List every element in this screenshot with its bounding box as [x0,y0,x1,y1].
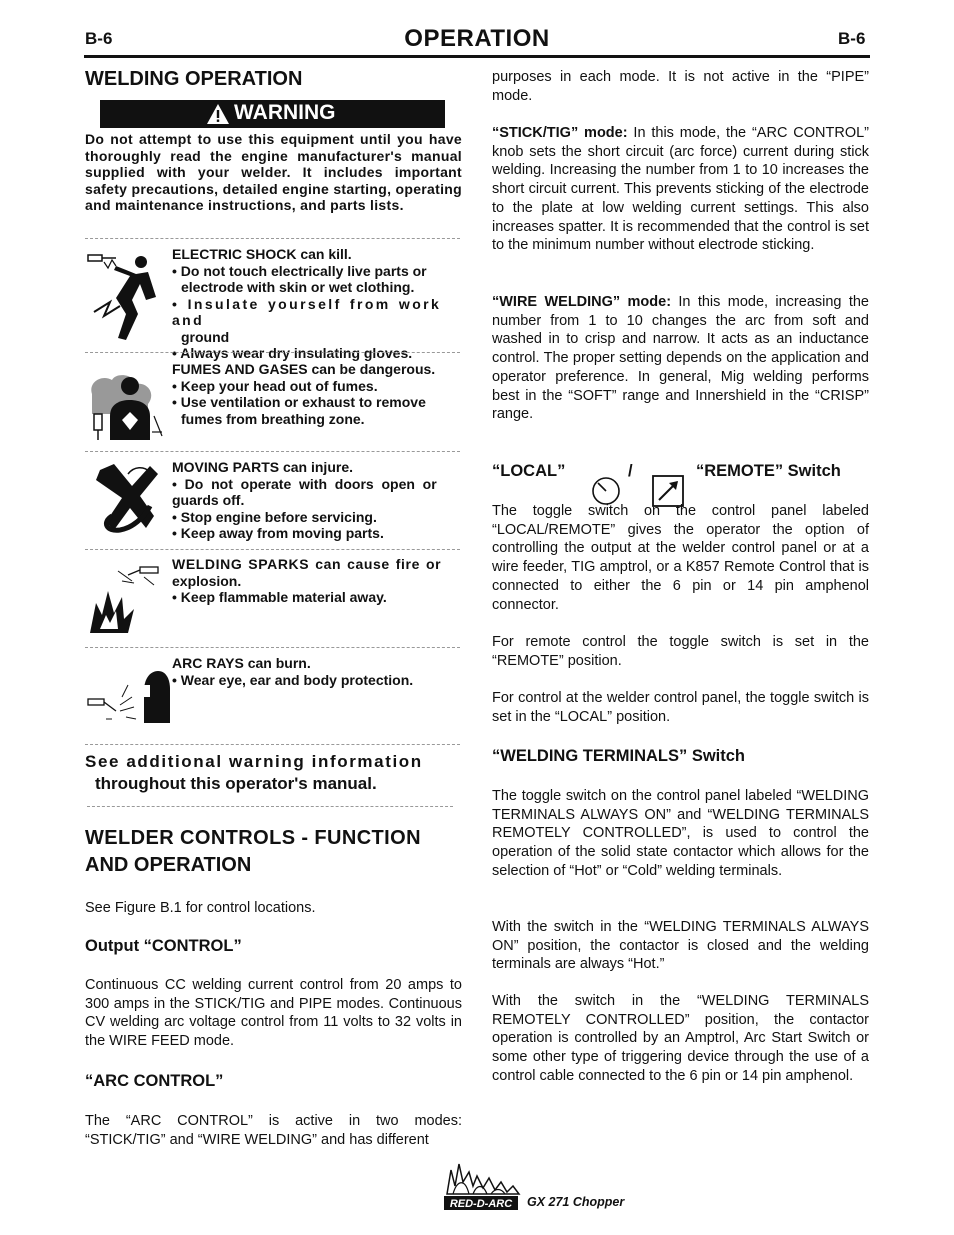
hazard-line: • Do not operate with doors open or [172,475,437,492]
divider [85,647,460,648]
divider [85,451,460,452]
hazard-arc-rays [172,655,462,688]
wire-welding-mode-label: “WIRE WELDING” mode: [492,294,672,310]
hazard-line: electrode with skin or wet clothing. [181,279,415,295]
hazard-line: fumes from breathing zone. [181,410,365,427]
arc-rays-icon [86,667,170,725]
page-number-right: B-6 [838,29,866,48]
hazard-welding-sparks [172,556,462,606]
hazard-line: • Do not touch electrically live parts or [172,262,427,279]
warning-text: Do not attempt to use this equipment until you have thoroughly read the engine manufacturer's manual supplied with your welder. It includes important safety precautions, detailed engine starting, operating and maintenance instructions, and parts lists. [85,131,462,214]
remotely-controlled-text: With the switch in the “WELDING TERMINALS REMOTELY CONTROLLED” position, the contactor operation is controlled by an Amptrol, Arc Start Switch or some other type of triggering device through the use of a control cable connected to the 6 pin or 14 pin amphenol. [492,993,869,1084]
output-control-heading: Output “CONTROL” [85,937,242,955]
hazard-title: MOVING PARTS can injure. [172,459,353,475]
heading-slash: / [628,462,633,480]
arc-control-text: The “ARC CONTROL” is active in two modes: “STICK/TIG” and “WIRE WELDING” and has different [85,1113,462,1148]
controls-heading-line-2: AND OPERATION [85,854,252,876]
electric-shock-icon [86,252,168,342]
model-name: GX 271 Chopper [527,1195,625,1209]
stick-tig-mode-text: In this mode, the “ARC CONTROL” knob sets the short circuit (arc force) current during stick welding. Increasing the number from 1 to 10 increases the short circuit current. This prevents sticking of the electrode to the plate at low welding current settings. This also increases spatter. It is recommended that the control is set to the minimum number without electrode sticking. [492,125,869,254]
divider [87,806,453,807]
hazard-title: FUMES AND GASES can be dangerous. [172,361,436,377]
hazard-line: • Keep flammable material away. [172,589,387,605]
hazard-line: • Wear eye, ear and body protection. [172,671,414,688]
hazard-title: ELECTRIC SHOCK can kill. [172,246,352,262]
wire-welding-mode-text: In this mode, increasing the number from 1 to 10 changes the arc from soft and washed in to crisp and narrow. It acts as an inductance control. The proper setting depends on the application and operator preference. In general, Mig welding performs best in the “SOFT” range and Innershield in the “CRISP” range. [492,294,869,423]
divider [85,238,460,239]
hazard-title: ARC RAYS can burn. [172,655,311,671]
local-position-text: For control at the welder control panel, the toggle switch is set in the “LOCAL” position. [492,690,869,725]
welding-operation-heading: WELDING OPERATION [85,68,303,90]
hazard-line: explosion. [172,572,242,589]
hazard-line: • Always wear dry insulating gloves. [172,345,413,361]
arc-control-continued: purposes in each mode. It is not active in the “PIPE” mode. [492,69,869,104]
remote-switch-heading: “REMOTE” Switch [696,462,841,480]
warning-triangle-icon [206,103,230,125]
hazard-moving-parts [172,459,462,542]
see-figure-text: See Figure B.1 for control locations. [85,900,316,916]
arc-control-heading: “ARC CONTROL” [85,1072,224,1090]
hazard-line: • Use ventilation or exhaust to remove [172,394,426,410]
welding-terminals-heading: “WELDING TERMINALS” Switch [492,747,745,765]
stick-tig-mode-label: “STICK/TIG” mode: [492,125,628,141]
divider [85,549,460,550]
warning-banner [100,100,445,128]
wire-welding-mode-paragraph [492,293,869,424]
logo-text: RED-D-ARC [449,1198,513,1210]
controls-heading-line-1: WELDER CONTROLS - FUNCTION [85,827,421,849]
always-on-text: With the switch in the “WELDING TERMINALS ALWAYS ON” position, the contactor is closed and the welding terminals are always “Hot.” [492,919,869,973]
divider [85,352,460,353]
welding-sparks-icon [88,563,168,635]
hazard-title: WELDING SPARKS can cause fire or [172,556,442,572]
hazard-line: • Insulate yourself from work and [172,295,442,328]
page-number-left: B-6 [85,29,113,48]
see-additional-line-2: throughout this operator's manual. [95,774,377,793]
page-title: OPERATION [404,25,550,52]
hazard-line: • Keep your head out of fumes. [172,377,378,394]
stick-tig-mode-paragraph [492,124,869,255]
fumes-gases-icon [86,374,168,442]
red-d-arc-logo [443,1160,525,1212]
welding-terminals-text: The toggle switch on the control panel labeled “WELDING TERMINALS ALWAYS ON” and “WELDING TERMINALS REMOTELY CONTROLLED”, is used to control the operation of the solid state contactor which allows for the selection of “Hot” or “Cold” welding terminals. [492,788,869,879]
local-remote-text: The toggle switch on the control panel labeled “LOCAL/REMOTE” gives the operator the option of controlling the output at the welder control panel or at a wire feeder, TIG amptrol, or a K857 Remote Control that is connected to either the 6 pin or 14 pin amphenol connector. [492,503,869,613]
remote-position-text: For remote control the toggle switch is set in the “REMOTE” position. [492,634,869,669]
hazard-line: • Stop engine before servicing. [172,508,377,525]
hazard-fumes [172,361,462,427]
moving-parts-icon [92,460,164,534]
hazard-line: • Keep away from moving parts. [172,525,384,541]
local-heading: “LOCAL” [492,462,566,480]
hazard-line: guards off. [172,492,245,508]
see-additional-line-1: See additional warning information [85,752,423,771]
warning-label: WARNING [234,101,336,124]
output-control-text: Continuous CC welding current control from 20 amps to 300 amps in the STICK/TIG and PIPE modes. Continuous CV welding arc voltage control from 11 volts to 32 volts in the WIRE FEED mode. [85,977,462,1050]
hazard-electric-shock [172,246,462,362]
divider [85,744,460,745]
hazard-line: ground [181,328,230,345]
header-rule [84,55,870,58]
